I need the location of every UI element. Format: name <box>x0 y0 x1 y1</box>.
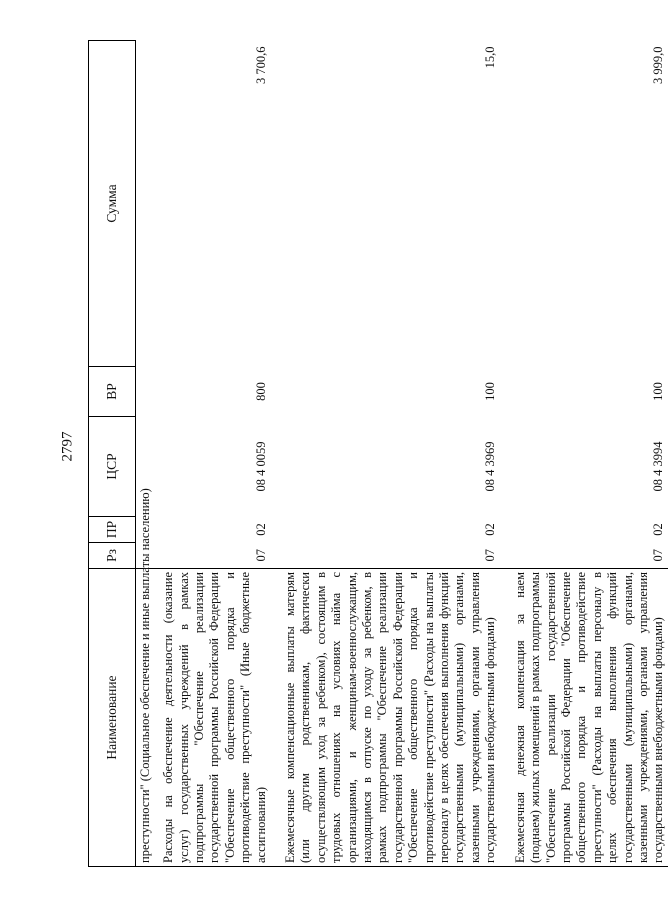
row-rz: 07 <box>253 549 268 562</box>
table-row <box>282 41 500 867</box>
row-pr: 02 <box>483 523 498 536</box>
row-name: Ежемесячные компенсационные выплаты матерям (или другим родственникам, фактически осуществляющим уход за ребенком), состоящим в трудовых отношениях на условиях найма с организациями, и женщинам-военнослужащим, находящимся в отпуске по уходу за ребенком, в рамках подпрограммы "Обеспечение реализации государственной программы Российской Федерации "Обеспечение общественного порядка и противодействие преступности" (Расходы на выплаты персоналу в целях обеспечения выполнения функций государственными (муниципальными) органами, казенными учреждениями, органами управления государственными внебюджетными фондами) <box>282 569 500 867</box>
header-rz: Рз <box>89 543 136 569</box>
row-pr: 02 <box>651 523 666 536</box>
row-name: Ежемесячная денежная компенсация за наем (поднаем) жилых помещений в рамках подпрограммы "Обеспечение реализации государственной программы Российской Федерации "Обеспечение общественного порядка и противодействие преступности" (Расходы на выплаты персоналу в целях обеспечения выполнения функций государственными (муниципальными) органами, казенными учреждениями, органами управления государственными внебюджетными фондами) <box>512 569 668 867</box>
document-sheet <box>88 41 666 867</box>
row-name: Расходы на обеспечение деятельности (оказание услуг) государственных учреждений в рамках подпрограммы "Обеспечение реализации государственной программы Российской Федерации "Обеспечение общественного порядка и противодействие преступности" (Иные бюджетные ассигнования) <box>156 569 270 867</box>
table-row <box>156 41 270 867</box>
header-sum: Сумма <box>89 41 136 367</box>
row-vr: 800 <box>253 382 268 401</box>
row-csr: 08 4 3994 <box>651 441 666 492</box>
header-name: Наименование <box>89 569 136 867</box>
row-rz: 07 <box>483 549 498 562</box>
header-pr: ПР <box>89 517 136 543</box>
continuation-text: преступности" (Социальное обеспечение и иные выплаты населению) <box>136 569 157 867</box>
continuation-row <box>136 41 157 867</box>
row-csr: 08 4 3969 <box>483 441 498 492</box>
table-row <box>512 41 668 867</box>
expenditure-table <box>88 40 668 867</box>
row-csr: 08 4 0059 <box>253 441 268 492</box>
row-sum: 3 700,6 <box>253 46 268 84</box>
row-sum: 15,0 <box>483 46 498 69</box>
row-pr: 02 <box>253 523 268 536</box>
row-vr: 100 <box>483 382 498 401</box>
row-sum: 3 999,0 <box>651 46 666 84</box>
header-csr: ЦСР <box>89 417 136 517</box>
row-rz: 07 <box>651 549 666 562</box>
header-vr: ВР <box>89 367 136 417</box>
row-vr: 100 <box>651 382 666 401</box>
table-header-row <box>89 41 136 867</box>
page-number: 2797 <box>59 431 76 462</box>
